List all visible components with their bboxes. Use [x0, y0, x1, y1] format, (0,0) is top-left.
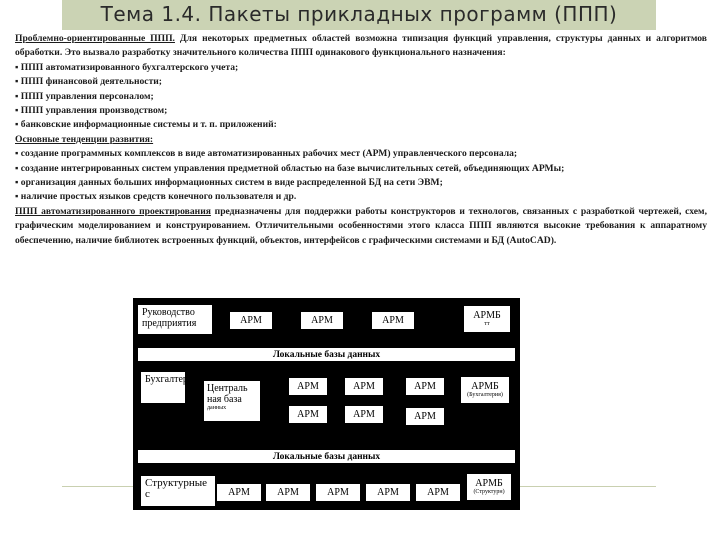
trend-item: ▪ создание программных комплексов в виде автоматизированных рабочих мест (АРМ) управленческого персонала; — [15, 148, 518, 160]
arm-b-label: АРМБ — [473, 309, 501, 321]
arm-box: АРМ — [345, 378, 383, 395]
trend-item: ▪ создание интегрированных систем управления предметной областью на базе вычислительных сетей, объединяющих АРМы; — [15, 162, 565, 174]
cad-text: предназначены для поддержки работы конструкторов и технологов, связанных с разработкой чертежей, схем, графическим моделированием и конструированием. Отличительными особенностями этого класса ППП являются высокие требования к аппаратному обеспечению, наличие библиотек встроенных функций, объектов, интерфейсов с графическими системами и БД (AutoCAD). — [15, 205, 707, 246]
architecture-diagram — [133, 298, 520, 510]
package-item: ▪ ППП управления персоналом; — [15, 90, 154, 102]
title-bar — [62, 0, 656, 30]
arm-box: АРМ — [416, 484, 460, 501]
local-db-bar: Локальные базы данных — [138, 450, 515, 463]
package-item: ▪ ППП автоматизированного бухгалтерского учета; — [15, 61, 239, 73]
accounting-box: Бухгалтерия — [141, 372, 185, 403]
slide-title: Тема 1.4. Пакеты прикладных программ (ППП) — [100, 2, 618, 26]
arm-b-box — [464, 306, 510, 332]
arm-box: АРМ — [301, 312, 343, 329]
package-item: ▪ банковские информационные системы и т. п. приложений: — [15, 119, 277, 131]
intro-paragraph — [15, 32, 707, 61]
intro-text: Для некоторых предметных областей возможна типизация функций управления, структуры данных и алгоритмов обработки. Это вызвало разработку значительного количества ППП одинакового функционального назначения: — [15, 33, 707, 59]
cad-paragraph — [15, 205, 707, 248]
arm-box: АРМ — [372, 312, 414, 329]
central-db-box — [204, 381, 260, 421]
local-db-bar: Локальные базы данных — [138, 348, 515, 361]
arm-b-label: АРМБ — [471, 380, 499, 392]
arm-b-box — [461, 377, 509, 403]
arm-box: АРМ — [289, 406, 327, 423]
central-db-sub: данных — [207, 405, 227, 411]
central-db-label: Централь ная база — [207, 383, 248, 405]
package-item: ▪ ППП финансовой деятельности; — [15, 76, 163, 88]
intro-lead: Проблемно-ориентированные ППП. — [15, 33, 175, 44]
arm-box: АРМ — [316, 484, 360, 501]
trend-item: ▪ организация данных больших информационных систем в виде распределенной БД на сети ЭВМ; — [15, 177, 443, 189]
arm-b-sub: (Структурн) — [473, 488, 505, 495]
management-box: Руководство предприятия — [138, 305, 212, 334]
arm-box: АРМ — [230, 312, 272, 329]
arm-box: АРМ — [289, 378, 327, 395]
arm-b-box — [467, 474, 511, 500]
trend-item: ▪ наличие простых языков средств конечного пользователя и др. — [15, 191, 297, 203]
arm-b-sub: тт — [484, 320, 490, 327]
arm-b-sub: (Бухгалтерия) — [467, 391, 503, 398]
arm-box: АРМ — [366, 484, 410, 501]
text-body — [15, 32, 707, 248]
arm-box: АРМ — [406, 378, 444, 395]
arm-box: АРМ — [266, 484, 310, 501]
structures-box: Структурные с — [141, 476, 215, 506]
arm-box: АРМ — [406, 408, 444, 425]
arm-b-label: АРМБ — [475, 477, 503, 489]
cad-lead: ППП автоматизированного проектирования — [15, 205, 211, 217]
arm-box: АРМ — [217, 484, 261, 501]
trends-heading: Основные тенденции развития: — [15, 133, 154, 145]
package-item: ▪ ППП управления производством; — [15, 105, 168, 117]
arm-box: АРМ — [345, 406, 383, 423]
